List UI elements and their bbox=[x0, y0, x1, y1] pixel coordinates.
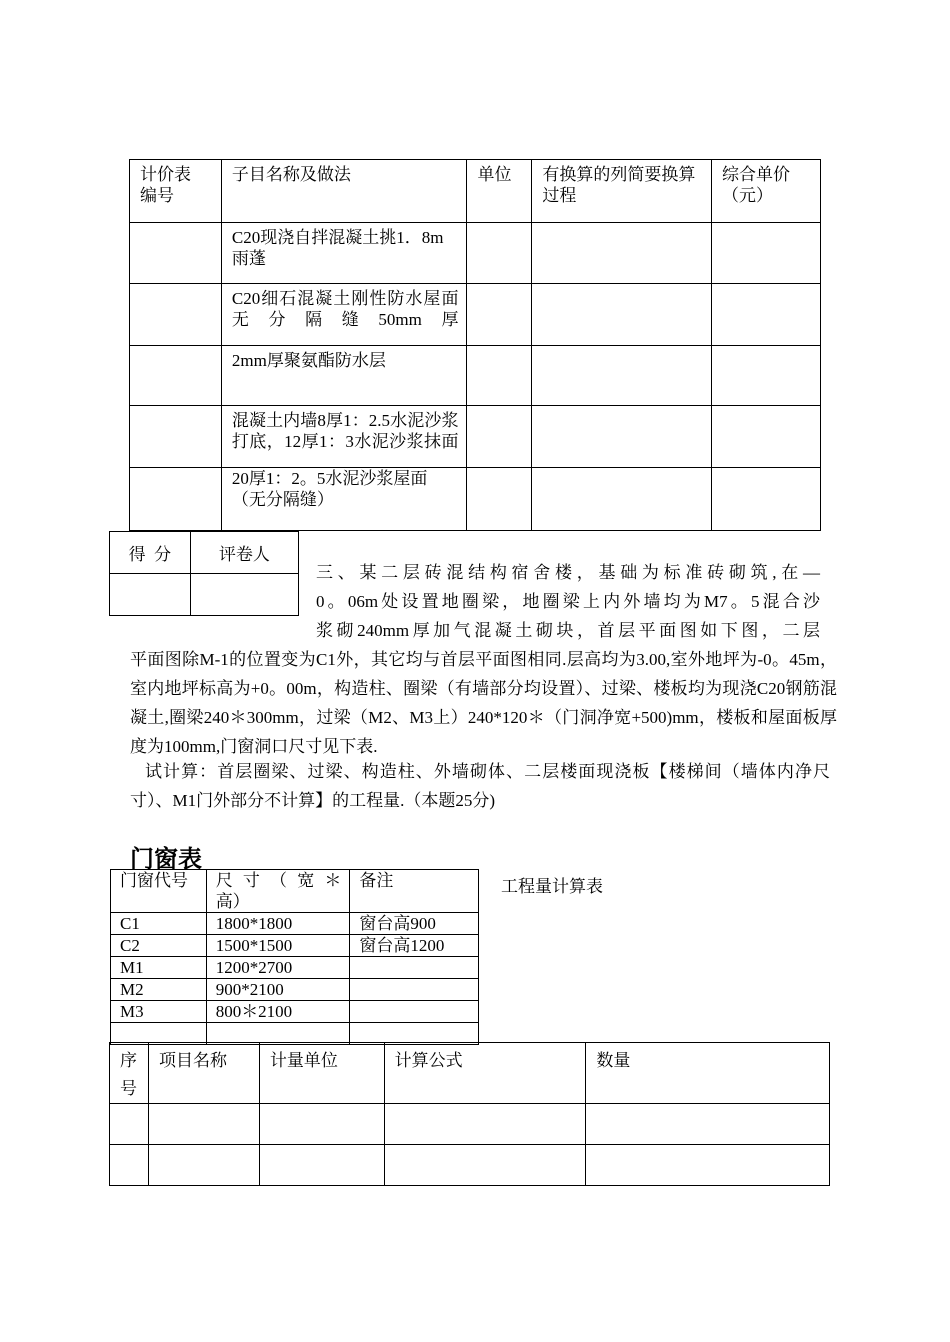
pricing-cell-name: C20现浇自拌混凝土挑1．8m雨蓬 bbox=[221, 223, 467, 284]
grader-input[interactable] bbox=[190, 574, 298, 616]
door-window-code: M1 bbox=[111, 957, 207, 979]
door-window-code: C2 bbox=[111, 935, 207, 957]
pricing-cell-name: 混凝土内墙8厚1：2.5水泥沙浆打底，12厚1：3水泥沙浆抹面 bbox=[221, 406, 467, 468]
pricing-cell-price bbox=[712, 406, 821, 468]
question-line-2: 0。06m处设置地圈梁，地圈梁上内外墙均为M7。5混合沙 bbox=[316, 592, 820, 611]
door-window-note bbox=[350, 979, 479, 1001]
quantity-header-amount: 数量 bbox=[586, 1043, 830, 1104]
table-row bbox=[111, 957, 479, 979]
grader-label: 评卷人 bbox=[190, 532, 298, 574]
pricing-cell-code bbox=[130, 468, 222, 531]
pricing-header-conversion: 有换算的列简要换算过程 bbox=[532, 160, 712, 223]
door-window-header-code: 门窗代号 bbox=[111, 870, 207, 913]
door-window-note: 窗台高1200 bbox=[350, 935, 479, 957]
door-window-title: 门窗表 bbox=[130, 845, 202, 873]
score-label: 得 分 bbox=[110, 532, 191, 574]
door-window-table bbox=[110, 869, 479, 1045]
question-body: 平面图除M-1的位置变为C1外，其它均与首层平面图相同.层高均为3.00,室外地坪为-0。45m，室内地坪标高为+0。00m，构造柱、圈梁（有墙部分均设置）、过梁、楼板均为现浇C20钢筋混凝土,圈梁240＊300mm，过梁（M2、M3上）240*120＊（门洞净宽+500)mm，楼板和屋面板厚度为100mm,门窗洞口尺寸见下表. bbox=[130, 650, 837, 756]
pricing-cell-conversion bbox=[532, 406, 712, 468]
door-window-header-note: 备注 bbox=[350, 870, 479, 913]
quantity-cell[interactable] bbox=[586, 1145, 830, 1186]
pricing-header-price: 综合单价 （元） bbox=[712, 160, 821, 223]
door-window-size: 800＊2100 bbox=[206, 1001, 350, 1023]
pricing-cell-unit bbox=[467, 346, 532, 406]
quantity-cell[interactable] bbox=[148, 1145, 259, 1186]
door-window-header-size: 尺 寸 （ 宽 ＊ 高） bbox=[206, 870, 350, 913]
door-window-size: 1800*1800 bbox=[206, 913, 350, 935]
pricing-cell-name: C20细石混凝土刚性防水屋面无分隔缝50mm厚 bbox=[221, 284, 467, 346]
pricing-header-row bbox=[130, 160, 821, 223]
pricing-cell-unit bbox=[467, 284, 532, 346]
pricing-cell-code bbox=[130, 284, 222, 346]
door-window-header-row bbox=[111, 870, 479, 913]
pricing-cell-conversion bbox=[532, 284, 712, 346]
pricing-cell-conversion bbox=[532, 223, 712, 284]
pricing-header-code: 计价表 编号 bbox=[130, 160, 222, 223]
quantity-table bbox=[109, 1042, 830, 1186]
pricing-cell-unit bbox=[467, 223, 532, 284]
door-window-code: M2 bbox=[111, 979, 207, 1001]
table-row bbox=[111, 1001, 479, 1023]
quantity-header-name: 项目名称 bbox=[148, 1043, 259, 1104]
pricing-cell-price bbox=[712, 223, 821, 284]
pricing-cell-price bbox=[712, 346, 821, 406]
table-row bbox=[111, 913, 479, 935]
quantity-cell[interactable] bbox=[384, 1104, 586, 1145]
quantity-cell[interactable] bbox=[586, 1104, 830, 1145]
table-row bbox=[130, 223, 821, 284]
pricing-cell-name: 2mm厚聚氨酯防水层 bbox=[221, 346, 467, 406]
score-box bbox=[109, 531, 299, 616]
pricing-cell-code bbox=[130, 346, 222, 406]
pricing-cell-price bbox=[712, 284, 821, 346]
quantity-table-title: 工程量计算表 bbox=[501, 877, 603, 896]
pricing-cell-code bbox=[130, 406, 222, 468]
table-row bbox=[111, 979, 479, 1001]
quantity-cell[interactable] bbox=[110, 1104, 149, 1145]
table-row bbox=[110, 1145, 830, 1186]
door-window-size: 900*2100 bbox=[206, 979, 350, 1001]
pricing-table bbox=[129, 159, 821, 531]
door-window-size: 1200*2700 bbox=[206, 957, 350, 979]
door-window-code: C1 bbox=[111, 913, 207, 935]
question-line-1: 三、某二层砖混结构宿舍楼，基础为标准砖砌筑,在— bbox=[316, 563, 820, 582]
door-window-size: 1500*1500 bbox=[206, 935, 350, 957]
pricing-cell-conversion bbox=[532, 468, 712, 531]
pricing-header-unit: 单位 bbox=[467, 160, 532, 223]
table-row bbox=[110, 1104, 830, 1145]
quantity-header-unit: 计量单位 bbox=[259, 1043, 384, 1104]
quantity-cell[interactable] bbox=[259, 1145, 384, 1186]
table-row bbox=[111, 935, 479, 957]
pricing-cell-name: 20厚1：2。5水泥沙浆屋面（无分隔缝） bbox=[221, 468, 467, 531]
pricing-cell-unit bbox=[467, 406, 532, 468]
pricing-cell-code bbox=[130, 223, 222, 284]
pricing-cell-conversion bbox=[532, 346, 712, 406]
pricing-header-name: 子目名称及做法 bbox=[221, 160, 467, 223]
question-task: 试计算：首层圈梁、过梁、构造柱、外墙砌体、二层楼面现浇板【楼梯间（墙体内净尺寸）、M1门外部分不计算】的工程量.（本题25分) bbox=[130, 762, 830, 810]
quantity-cell[interactable] bbox=[110, 1145, 149, 1186]
score-input[interactable] bbox=[110, 574, 191, 616]
door-window-note bbox=[350, 957, 479, 979]
door-window-code: M3 bbox=[111, 1001, 207, 1023]
table-row bbox=[130, 406, 821, 468]
table-row bbox=[130, 284, 821, 346]
pricing-cell-price bbox=[712, 468, 821, 531]
pricing-cell-unit bbox=[467, 468, 532, 531]
door-window-note bbox=[350, 1001, 479, 1023]
door-window-note: 窗台高900 bbox=[350, 913, 479, 935]
quantity-cell[interactable] bbox=[384, 1145, 586, 1186]
quantity-header-formula: 计算公式 bbox=[384, 1043, 586, 1104]
table-row bbox=[130, 346, 821, 406]
quantity-header-row bbox=[110, 1043, 830, 1104]
question-line-3: 浆砌240mm厚加气混凝土砌块，首层平面图如下图，二层 bbox=[316, 621, 820, 640]
quantity-header-index: 序号 bbox=[110, 1043, 149, 1104]
table-row bbox=[130, 468, 821, 531]
quantity-cell[interactable] bbox=[259, 1104, 384, 1145]
quantity-cell[interactable] bbox=[148, 1104, 259, 1145]
